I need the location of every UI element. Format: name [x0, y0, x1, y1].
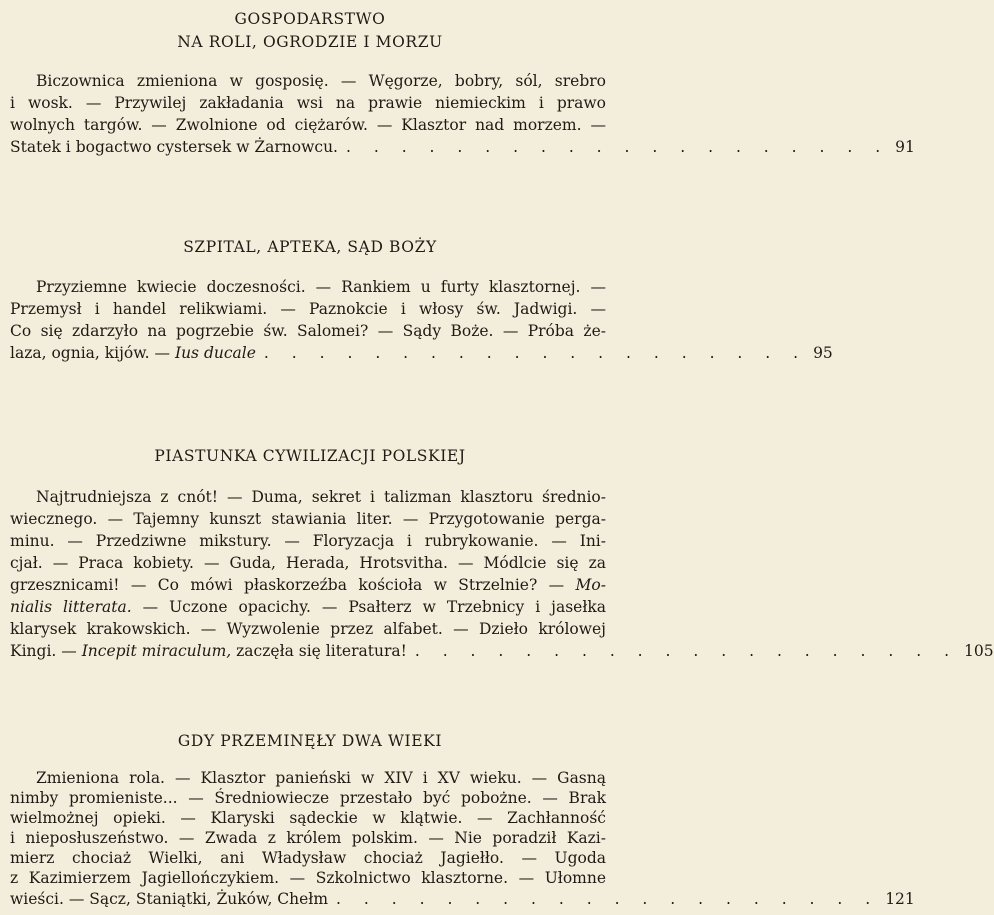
italic-term: nialis litterata.: [10, 598, 132, 616]
leader-dots: . . . . . . . . . . . . . . . . . . . .: [263, 344, 808, 362]
toc-line: wolnych targów. — Zwolnione od ciężarów. — Klasztor nad morzem. —: [10, 116, 606, 134]
italic-term: Mo-: [575, 576, 606, 594]
leader-dots: . . . . . . . . . . . . . . . . . . . .: [414, 642, 958, 660]
toc-line: Przyziemne kwiecie doczesności. — Rankiem u furty klasztornej. —: [36, 278, 606, 296]
toc-line: wiecznego. — Tajemny kunszt stawiania liter. — Przygotowanie perga-: [10, 510, 606, 528]
toc-line: nimby promieniste... — Średniowiecze przestało być pobożne. — Brak: [10, 789, 606, 807]
italic-term: Ius ducale: [174, 344, 256, 362]
page-number: 121: [885, 890, 915, 908]
toc-line: i wosk. — Przywilej zakładania wsi na prawie niemieckim i prawo: [10, 94, 606, 112]
section-heading: GOSPODARSTWO: [234, 10, 386, 28]
italic-term: Incepit miraculum,: [81, 642, 232, 660]
toc-line-text: laza, ognia, kijów. — Ius ducale: [10, 344, 256, 362]
toc-line: Najtrudniejsza z cnót! — Duma, sekret i talizman klasztoru średnio-: [36, 488, 606, 506]
page-number: 95: [813, 344, 833, 362]
toc-line: grzesznicami! — Co mówi płaskorzeźba kościoła w Strzelnie? — Mo-: [10, 576, 606, 594]
toc-line: z Kazimierzem Jagiellończykiem. — Szkolnictwo klasztorne. — Ułomne: [10, 869, 606, 887]
page-number: 91: [895, 138, 915, 156]
toc-line: Przemysł i handel relikwiami. — Paznokcie i włosy św. Jadwigi. —: [10, 300, 606, 318]
toc-entry-last-line: [10, 136, 915, 158]
toc-line-text: Statek i bogactwo cystersek w Żarnowcu.: [10, 138, 338, 156]
section-heading: NA ROLI, OGRODZIE I MORZU: [177, 33, 443, 51]
page-number: 105: [964, 642, 994, 660]
leader-dots: . . . . . . . . . . . . . . . . . . . .: [336, 890, 880, 908]
toc-line: nialis litterata. — Uczone opacichy. — Psałterz w Trzebnicy i jasełka: [10, 598, 606, 616]
toc-line: klarysek krakowskich. — Wyzwolenie przez alfabet. — Dzieło królowej: [10, 620, 606, 638]
toc-entry-last-line: [10, 342, 833, 364]
toc-line: minu. — Przedziwne mikstury. — Floryzacja i rubrykowanie. — Ini-: [10, 532, 606, 550]
toc-line-text: Kingi. — Incepit miraculum, zaczęła się literatura!: [10, 642, 407, 660]
toc-line: Biczownica zmieniona w gosposię. — Węgorze, bobry, sól, srebro: [36, 72, 606, 90]
toc-line: Zmieniona rola. — Klasztor panieński w XIV i XV wieku. — Gasną: [36, 769, 606, 787]
section-heading: SZPITAL, APTEKA, SĄD BOŻY: [183, 238, 437, 256]
toc-line: mierz chociaż Wielki, ani Władysław chociaż Jagiełło. — Ugoda: [10, 849, 606, 867]
toc-entry-last-line: [10, 640, 994, 662]
toc-line: cjał. — Praca kobiety. — Guda, Herada, Hrotsvitha. — Módlcie się za: [10, 554, 606, 572]
toc-entry-last-line: [10, 889, 915, 909]
section-heading: GDY PRZEMINĘŁY DWA WIEKI: [177, 732, 443, 750]
toc-line-text: wieści. — Sącz, Staniątki, Żuków, Chełm: [10, 890, 329, 908]
section-heading: PIASTUNKA CYWILIZACJI POLSKIEJ: [154, 447, 466, 465]
toc-line: Co się zdarzyło na pogrzebie św. Salomei? — Sądy Boże. — Próba że-: [10, 322, 606, 340]
leader-dots: . . . . . . . . . . . . . . . . . . . .: [345, 138, 890, 156]
toc-line: wielmożnej opieki. — Klaryski sądeckie w klątwie. — Zachłanność: [10, 809, 606, 827]
toc-line: i nieposłuszeństwo. — Zwada z królem polskim. — Nie poradził Kazi-: [10, 829, 606, 847]
